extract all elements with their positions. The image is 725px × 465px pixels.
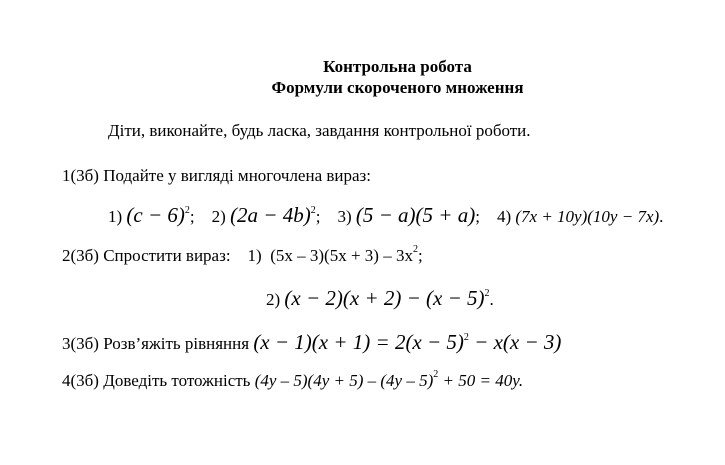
- task1-item2-label: 2): [211, 207, 226, 226]
- task1-item2-expr: (2a − 4b): [230, 203, 311, 227]
- task1-heading: 1(3б) Подайте у вигляді многочлена вираз:: [62, 166, 371, 185]
- task2-item2-sep: .: [489, 290, 494, 309]
- task1-item1-expr: (c − 6): [126, 203, 185, 227]
- task2-line1: [62, 246, 423, 266]
- task3-exp: 2: [463, 332, 469, 343]
- task1-item4: [497, 207, 663, 226]
- task2-item1-label: 1): [247, 246, 262, 265]
- task4-heading: 4(3б) Доведіть тотожність: [62, 371, 251, 390]
- task1-item4-expr: (7x + 10y)(10y − 7x): [515, 207, 660, 226]
- document-title: Контрольна робота: [323, 57, 472, 76]
- task1-item1-exp: 2: [184, 205, 190, 216]
- task1-item1-sep: ;: [189, 207, 195, 226]
- task1-item3-label: 3): [337, 207, 352, 226]
- task4-exp: 2: [433, 369, 439, 380]
- document-subtitle: Формули скороченого множення: [271, 78, 524, 97]
- task1-item1-label: 1): [108, 207, 123, 226]
- task1-item4-label: 4): [496, 207, 512, 226]
- task2-item1-expr: (5x – 3)(5x + 3) – 3x: [270, 246, 413, 265]
- task2-heading: 2(3б) Спростити вираз:: [62, 246, 231, 265]
- task2-item1-exp: 2: [412, 244, 418, 255]
- task4-line: [62, 371, 523, 391]
- task1-item2: [211, 203, 325, 227]
- task1-item2-sep: ;: [315, 207, 321, 226]
- task3-line: [62, 330, 561, 355]
- task1-item2-exp: 2: [310, 205, 316, 216]
- task1-item3-sep: ;: [475, 207, 480, 226]
- intro-text: Діти, виконайте, будь ласка, завдання контрольної роботи.: [108, 121, 531, 140]
- task3-expr-a: (x − 1)(x + 1) = 2(x − 5): [253, 330, 464, 354]
- task1-item3-expr: (5 − a)(5 + a): [355, 203, 476, 227]
- task3-expr-b: − x(x − 3): [468, 330, 562, 354]
- task2-line2: [266, 286, 494, 311]
- task2-item1-sep: ;: [417, 246, 423, 265]
- task4-expr-b: + 50 = 40y.: [438, 371, 524, 390]
- task1-items: [108, 203, 663, 228]
- task1-item1: [108, 203, 199, 227]
- task2-item2-label: 2): [266, 290, 281, 309]
- task2-item2-expr: (x − 2)(x + 2) − (x − 5): [284, 286, 485, 310]
- task2-item2-exp: 2: [484, 288, 490, 299]
- task1-item4-sep: .: [659, 207, 664, 226]
- task4-expr-a: (4y – 5)(4y + 5) – (4y – 5): [254, 371, 434, 390]
- task3-heading: 3(3б) Розв’яжіть рівняння: [62, 334, 250, 353]
- task1-item3: [337, 203, 484, 227]
